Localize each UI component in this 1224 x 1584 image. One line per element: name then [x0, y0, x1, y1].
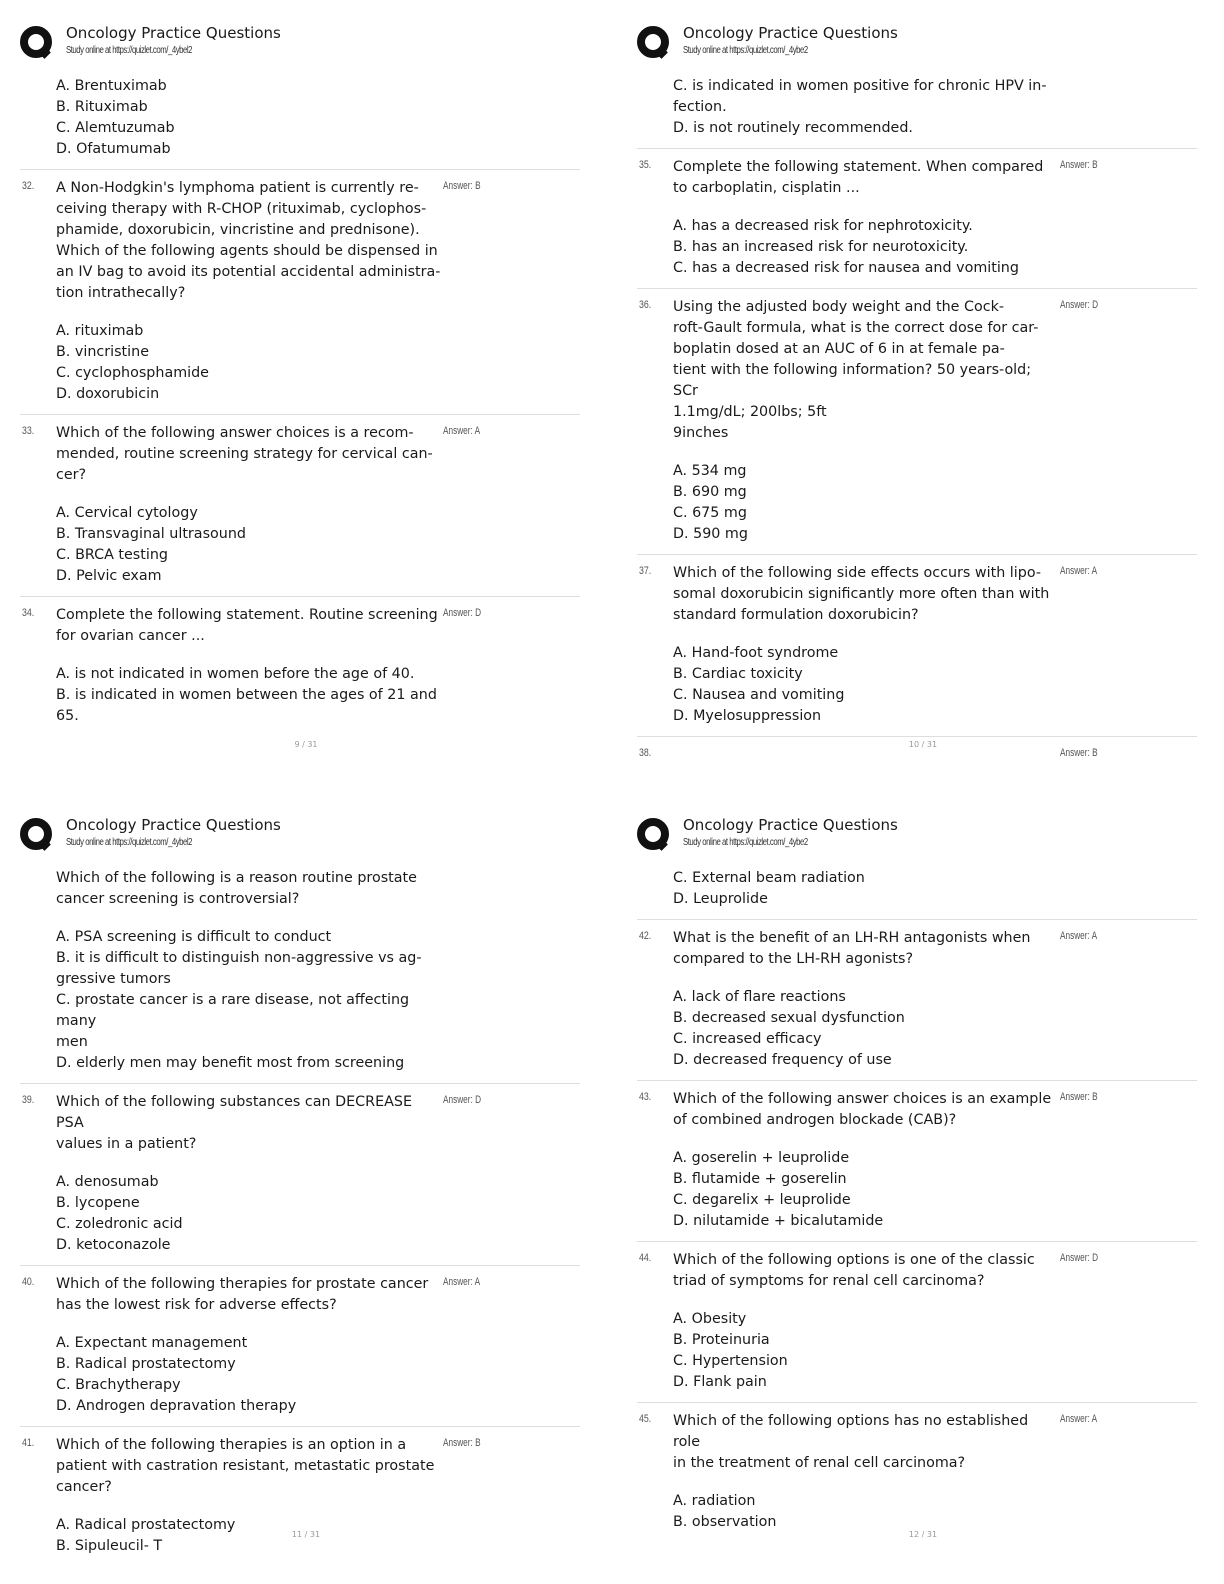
- answer-option: B. flutamide + goserelin: [673, 1171, 847, 1187]
- answer-option: A. Expectant management: [56, 1335, 248, 1351]
- answer-label: Answer: D: [1060, 299, 1099, 311]
- answer-option: B. Radical prostatectomy: [56, 1356, 236, 1372]
- answer-option: A. 534 mg: [673, 463, 747, 479]
- option-list: [56, 76, 446, 160]
- option-list: [673, 868, 1063, 910]
- question-block: [20, 1084, 580, 1266]
- quizlet-logo-icon: [20, 26, 54, 60]
- option-list: [56, 1172, 446, 1256]
- quizlet-logo-icon: [637, 818, 671, 852]
- question-text: Which of the following substances can DECREASE PSA values in a patient?: [56, 1094, 413, 1152]
- answer-label: Answer: A: [443, 1276, 481, 1288]
- answer-option: C. increased efficacy: [673, 1031, 822, 1047]
- header-title: Oncology Practice Questions: [683, 24, 898, 42]
- option-list: [673, 1309, 1063, 1393]
- answer-label: Answer: A: [443, 425, 481, 437]
- question-text: Which of the following options has no established role in the treatment of renal cell carcinoma?: [673, 1413, 1029, 1471]
- question-block: [637, 68, 1197, 149]
- answer-label: Answer: B: [1060, 747, 1098, 759]
- header-subtitle: Study online at https://quizlet.com/_4ybe2: [683, 837, 808, 848]
- answer-label: Answer: D: [1060, 1252, 1099, 1264]
- question-list: [20, 68, 580, 736]
- answer-option: C. is indicated in women positive for chronic HPV in- fection.: [673, 78, 1047, 115]
- option-list: [56, 321, 446, 405]
- answer-option: A. has a decreased risk for nephrotoxicity.: [673, 218, 973, 234]
- question-number: 34.: [22, 607, 35, 619]
- question-text: Complete the following statement. Routine screening for ovarian cancer ...: [56, 607, 438, 644]
- answer-option: B. has an increased risk for neurotoxicity.: [673, 239, 969, 255]
- question-number: 35.: [639, 159, 652, 171]
- option-list: [56, 664, 446, 727]
- answer-label: Answer: A: [1060, 565, 1098, 577]
- answer-option: D. 590 mg: [673, 526, 748, 542]
- answer-option: B. Transvaginal ultrasound: [56, 526, 246, 542]
- answer-option: A. goserelin + leuprolide: [673, 1150, 850, 1166]
- answer-option: A. Cervical cytology: [56, 505, 198, 521]
- question-number: 44.: [639, 1252, 652, 1264]
- header-title: Oncology Practice Questions: [66, 24, 281, 42]
- question-number: 39.: [22, 1094, 35, 1106]
- answer-label: Answer: A: [1060, 1413, 1098, 1425]
- answer-option: B. Cardiac toxicity: [673, 666, 803, 682]
- question-block: [20, 860, 580, 1084]
- header-title: Oncology Practice Questions: [683, 816, 898, 834]
- question-text: Which of the following side effects occurs with lipo- somal doxorubicin significantly more often than with standard formulation doxorubicin?: [673, 565, 1050, 623]
- question-block: [20, 170, 580, 415]
- question-block: [637, 1242, 1197, 1403]
- answer-option: D. is not routinely recommended.: [673, 120, 913, 136]
- answer-option: B. 690 mg: [673, 484, 747, 500]
- answer-option: C. cyclophosphamide: [56, 365, 209, 381]
- answer-option: B. lycopene: [56, 1195, 140, 1211]
- question-block: [637, 149, 1197, 289]
- answer-option: D. decreased frequency of use: [673, 1052, 892, 1068]
- page-number: 9 / 31: [294, 740, 318, 749]
- answer-option: A. lack of flare reactions: [673, 989, 846, 1005]
- quizlet-logo-icon: [20, 818, 54, 852]
- question-block: [637, 555, 1197, 737]
- answer-option: D. Androgen depravation therapy: [56, 1398, 297, 1414]
- page-4: [617, 792, 1224, 1584]
- answer-option: D. Flank pain: [673, 1374, 767, 1390]
- answer-option: C. 675 mg: [673, 505, 747, 521]
- question-block: [20, 68, 580, 170]
- question-number: 38.: [639, 747, 652, 759]
- question-number: 41.: [22, 1437, 35, 1449]
- question-text: Which of the following answer choices is an example of combined androgen blockade (CAB)?: [673, 1091, 1052, 1128]
- page-number: 11 / 31: [291, 1530, 321, 1539]
- option-list: [56, 503, 446, 587]
- question-block: [20, 415, 580, 597]
- answer-label: Answer: B: [1060, 1091, 1098, 1103]
- answer-option: C. Nausea and vomiting: [673, 687, 845, 703]
- answer-option: B. vincristine: [56, 344, 149, 360]
- option-list: [56, 927, 446, 1074]
- option-list: [673, 461, 1063, 545]
- question-number: 37.: [639, 565, 652, 577]
- answer-option: C. Alemtuzumab: [56, 120, 175, 136]
- option-list: [56, 1333, 446, 1417]
- answer-option: C. prostate cancer is a rare disease, not affecting many men: [56, 992, 410, 1050]
- question-text: Which of the following therapies is an option in a patient with castration resistant, metastatic prostate cancer?: [56, 1437, 435, 1495]
- question-block: [20, 597, 580, 736]
- answer-option: C. External beam radiation: [673, 870, 865, 886]
- option-list: [673, 643, 1063, 727]
- answer-option: C. Hypertension: [673, 1353, 788, 1369]
- option-list: [673, 987, 1063, 1071]
- answer-option: A. is not indicated in women before the age of 40.: [56, 666, 415, 682]
- question-text: Which of the following answer choices is a recom- mended, routine screening strategy for cervical can- cer?: [56, 425, 433, 483]
- answer-option: B. it is difficult to distinguish non-aggressive vs ag- gressive tumors: [56, 950, 422, 987]
- question-block: [20, 1427, 580, 1566]
- page-2: [617, 0, 1224, 792]
- question-number: 43.: [639, 1091, 652, 1103]
- answer-option: A. rituximab: [56, 323, 144, 339]
- answer-option: C. has a decreased risk for nausea and vomiting: [673, 260, 1019, 276]
- answer-label: Answer: B: [443, 1437, 481, 1449]
- header-subtitle: Study online at https://quizlet.com/_4ybel2: [66, 837, 193, 848]
- answer-option: A. denosumab: [56, 1174, 159, 1190]
- answer-option: D. Leuprolide: [673, 891, 768, 907]
- page-3: [0, 792, 612, 1584]
- question-number: 33.: [22, 425, 35, 437]
- answer-option: D. Pelvic exam: [56, 568, 162, 584]
- answer-option: D. doxorubicin: [56, 386, 160, 402]
- question-block: [20, 1266, 580, 1427]
- quizlet-logo-icon: [637, 26, 671, 60]
- answer-option: A. radiation: [673, 1493, 756, 1509]
- answer-option: B. observation: [673, 1514, 777, 1530]
- answer-label: Answer: D: [443, 607, 482, 619]
- answer-option: C. degarelix + leuprolide: [673, 1192, 851, 1208]
- header-title: Oncology Practice Questions: [66, 816, 281, 834]
- answer-option: D. nilutamide + bicalutamide: [673, 1213, 884, 1229]
- answer-option: B. is indicated in women between the ages of 21 and 65.: [56, 687, 437, 724]
- answer-option: A. Radical prostatectomy: [56, 1517, 236, 1533]
- question-text: Which of the following options is one of the classic triad of symptoms for renal cell carcinoma?: [673, 1252, 1035, 1289]
- question-block: [637, 920, 1197, 1081]
- question-number: 32.: [22, 180, 35, 192]
- page-number: 10 / 31: [908, 740, 938, 749]
- question-text: A Non-Hodgkin's lymphoma patient is currently re- ceiving therapy with R-CHOP (rituximab, cyclophos- phamide, doxorubicin, vincristine and prednisone). Which of the following agents should be dispensed in an IV bag to avoid its potential accidental administra- tion intrathecally?: [56, 180, 441, 301]
- question-block: [637, 289, 1197, 555]
- answer-option: B. Rituximab: [56, 99, 148, 115]
- answer-option: B. decreased sexual dysfunction: [673, 1010, 905, 1026]
- question-text: Complete the following statement. When compared to carboplatin, cisplatin ...: [673, 159, 1044, 196]
- header-subtitle: Study online at https://quizlet.com/_4ybel2: [66, 45, 193, 56]
- answer-option: D. Ofatumumab: [56, 141, 171, 157]
- question-number: 42.: [639, 930, 652, 942]
- page-1: [0, 0, 612, 792]
- answer-option: D. Myelosuppression: [673, 708, 822, 724]
- answer-option: A. Hand-foot syndrome: [673, 645, 839, 661]
- page-number: 12 / 31: [908, 1530, 938, 1539]
- answer-option: A. Obesity: [673, 1311, 747, 1327]
- answer-label: Answer: A: [1060, 930, 1098, 942]
- question-list: [637, 68, 1197, 775]
- option-list: [673, 1491, 1063, 1533]
- question-block: [637, 1403, 1197, 1542]
- answer-option: B. Sipuleucil- T: [56, 1538, 163, 1554]
- question-number: 45.: [639, 1413, 652, 1425]
- question-list: [20, 860, 580, 1566]
- answer-label: Answer: D: [443, 1094, 482, 1106]
- answer-label: Answer: B: [1060, 159, 1098, 171]
- question-block: [637, 860, 1197, 920]
- answer-option: C. Brachytherapy: [56, 1377, 181, 1393]
- answer-option: D. elderly men may benefit most from screening: [56, 1055, 405, 1071]
- answer-option: A. Brentuximab: [56, 78, 167, 94]
- question-text: What is the benefit of an LH-RH antagonists when compared to the LH-RH agonists?: [673, 930, 1031, 967]
- question-text: Which of the following is a reason routine prostate cancer screening is controversial?: [56, 870, 417, 907]
- option-list: [673, 76, 1063, 139]
- question-text: Using the adjusted body weight and the Cock- roft-Gault formula, what is the correct dose for car- boplatin dosed at an AUC of 6 in at female pa- tient with the following information? 50 years-old; SCr 1.1mg/dL; 200lbs; 5ft 9inches: [673, 299, 1039, 441]
- answer-option: C. BRCA testing: [56, 547, 168, 563]
- answer-option: D. ketoconazole: [56, 1237, 171, 1253]
- question-list: [637, 860, 1197, 1542]
- answer-label: Answer: B: [443, 180, 481, 192]
- question-text: Which of the following therapies for prostate cancer has the lowest risk for adverse effects?: [56, 1276, 429, 1313]
- header-subtitle: Study online at https://quizlet.com/_4ybe2: [683, 45, 808, 56]
- answer-option: C. zoledronic acid: [56, 1216, 183, 1232]
- question-block: [637, 1081, 1197, 1242]
- option-list: [673, 216, 1063, 279]
- question-number: 36.: [639, 299, 652, 311]
- answer-option: A. PSA screening is difficult to conduct: [56, 929, 332, 945]
- question-number: 40.: [22, 1276, 35, 1288]
- option-list: [673, 1148, 1063, 1232]
- answer-option: B. Proteinuria: [673, 1332, 770, 1348]
